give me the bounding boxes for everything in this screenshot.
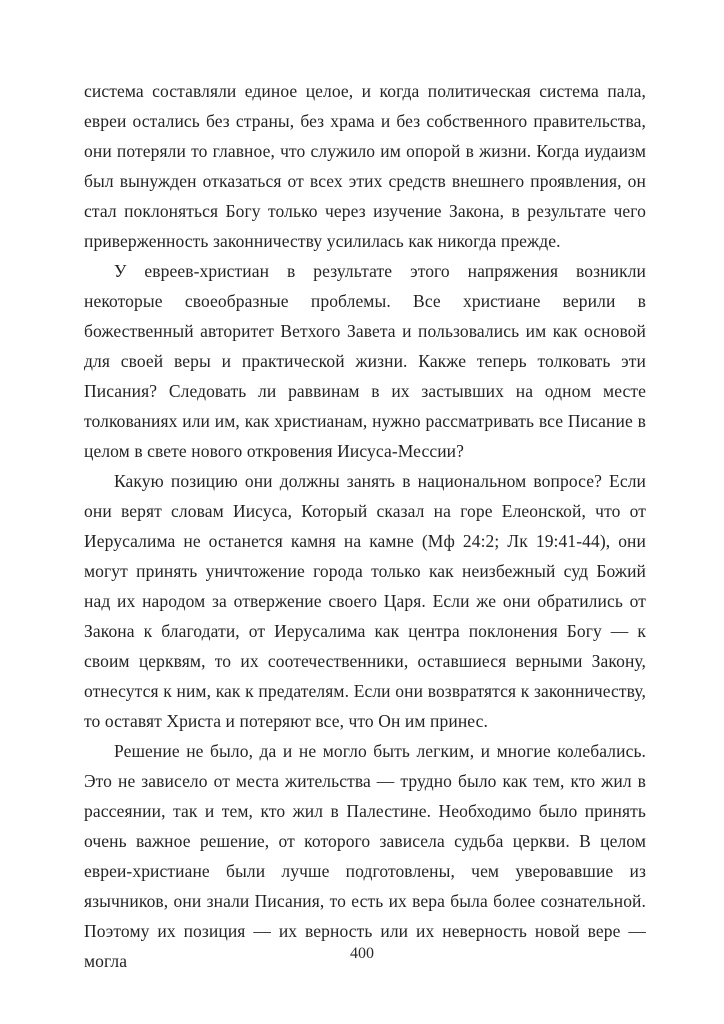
body-text: [84, 76, 646, 976]
paragraph: У евреев-христиан в результате этого напряжения возникли некоторые своеобразные проблемы. Все христиане верили в божественный авторитет Ветхого Завета и пользовались им как основой для своей веры и практической жизни. Какже теперь толковать эти Писания? Следовать ли раввинам в их застывших на одном месте толкованиях или им, как христианам, нужно рассматривать все Писание в целом в свете нового откровения Иисуса-Мессии?: [84, 261, 646, 461]
page-number: 400: [350, 945, 374, 962]
paragraph: система составляли единое целое, и когда политическая система пала, евреи остались без страны, без храма и без собственного правительства, они потеряли то главное, что служило им опорой в жизни. Когда иудаизм был вынужден отказаться от всех этих средств внешнего проявления, он стал поклоняться Богу только через изучение Закона, в результате чего приверженность законничеству усилилась как никогда прежде.: [84, 81, 646, 251]
paragraph: Решение не было, да и не могло быть легким, и многие колебались. Это не зависело от места жительства — трудно было как тем, кто жил в рассеянии, так и тем, кто жил в Палестине. Необходимо было принять очень важное решение, от которого зависела судьба церкви. В целом евреи-христиане были лучше подготовлены, чем уверовавшие из язычников, они знали Писания, то есть их вера была более сознательной. Поэтому их позиция — их верность или их неверность новой вере — могла: [84, 741, 646, 971]
paragraph: Какую позицию они должны занять в национальном вопросе? Если они верят словам Иисуса, Который сказал на горе Елеонской, что от Иерусалима не останется камня на камне (Мф 24:2; Лк 19:41-44), они могут принять уничтожение города только как неизбежный суд Божий над их народом за отвержение своего Царя. Если же они обратились от Закона к благодати, от Иерусалима как центра поклонения Богу — к своим церквям, то их соотечественники, оставшиеся верными Закону, отнесутся к ним, как к предателям. Если они возвратятся к законничеству, то оставят Христа и потеряют все, что Он им принес.: [84, 471, 646, 731]
